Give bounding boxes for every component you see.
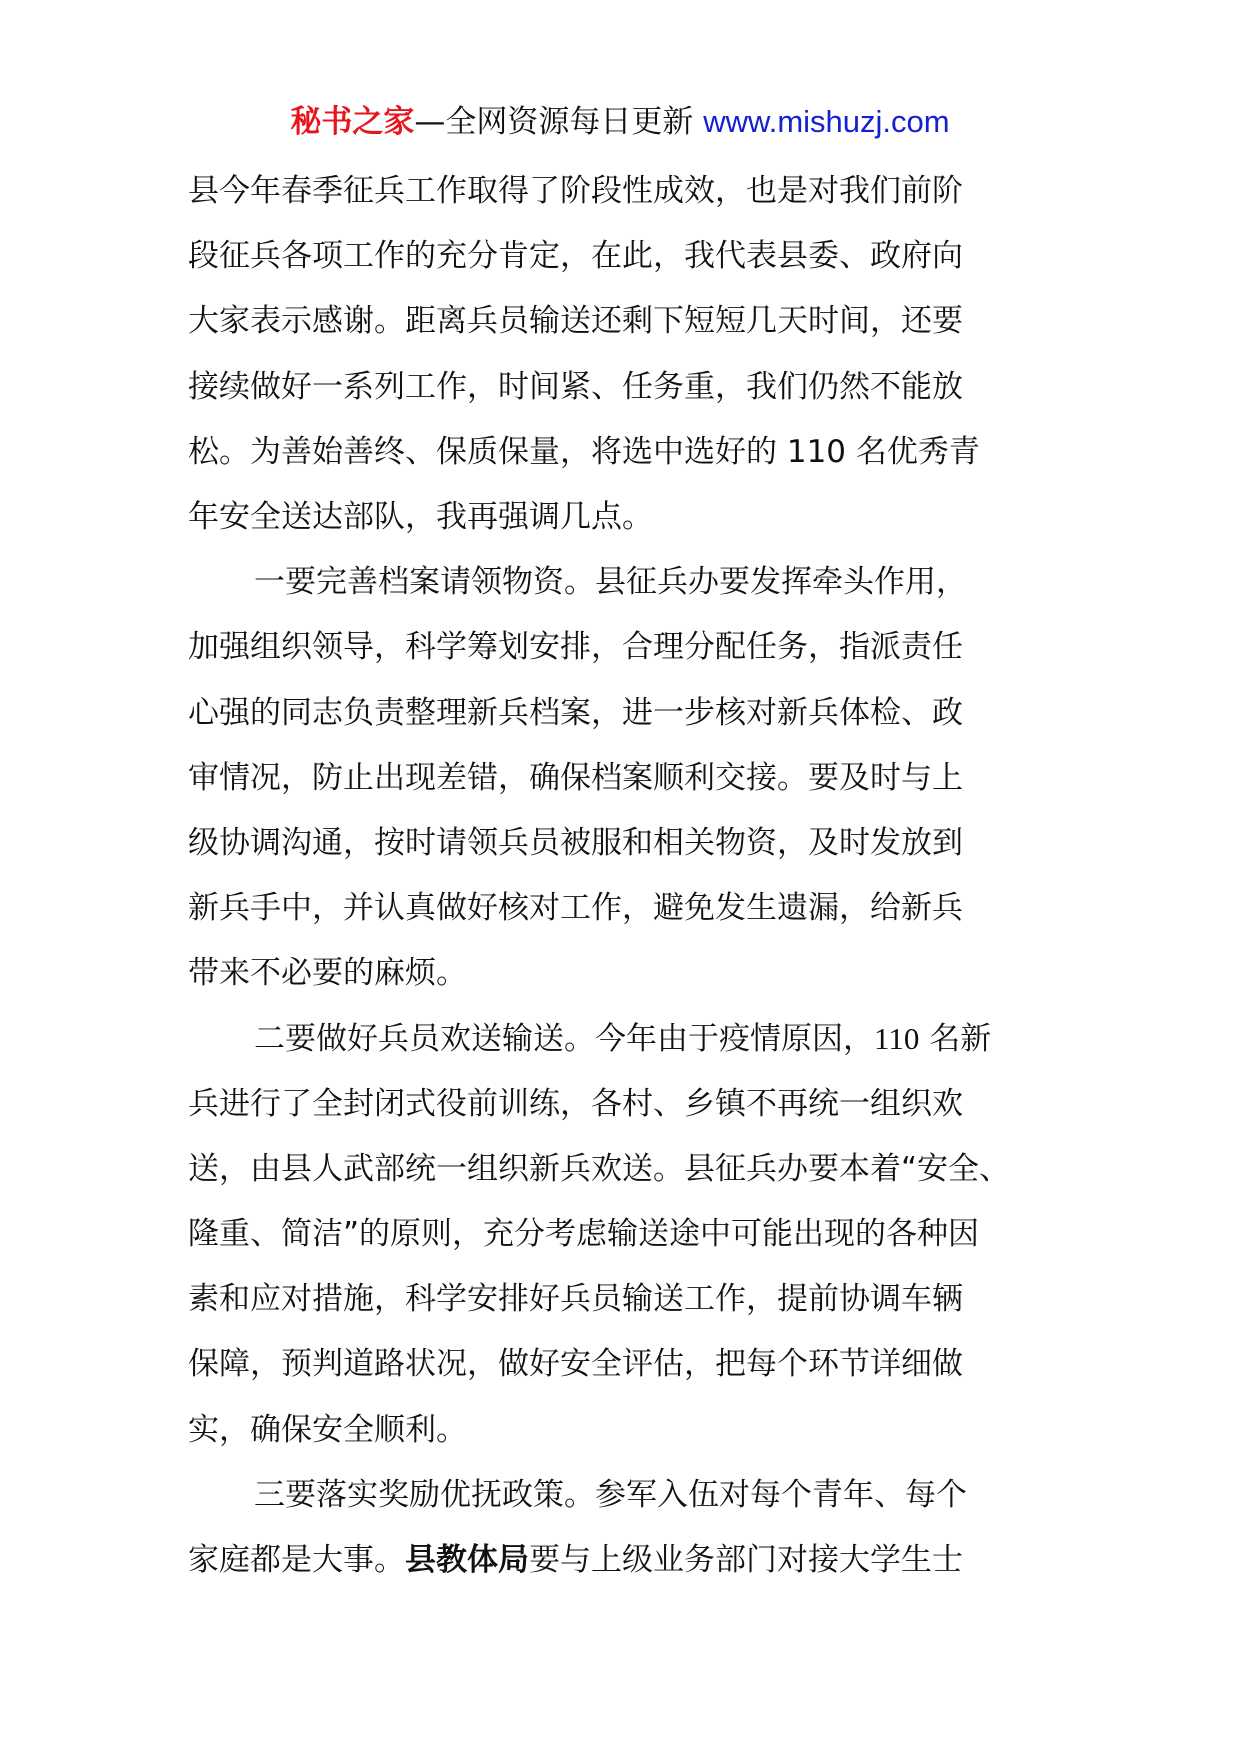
text-segment: 名新 xyxy=(919,1021,992,1058)
recruit-count: 110 xyxy=(874,1021,920,1057)
header-tagline: —全网资源每日更新 xyxy=(414,104,694,140)
text-line xyxy=(188,1528,1068,1593)
text-line: 送，由县人武部统一组织新兵欢送。县征兵办要本着“安全、 xyxy=(188,1150,1011,1187)
text-line: 一要完善档案请领物资。县征兵办要发挥牵头作用， xyxy=(254,564,967,601)
text-line: 兵进行了全封闭式役前训练，各村、乡镇不再统一组织欢 xyxy=(188,1085,963,1122)
text-line: 年安全送达部队，我再强调几点。 xyxy=(188,498,653,535)
text-line: 实，确保安全顺利。 xyxy=(188,1411,467,1448)
site-url-link[interactable]: www.mishuzj.com xyxy=(703,104,950,139)
text-line: 大家表示感谢。距离兵员输送还剩下短短几天时间，还要 xyxy=(188,303,963,340)
text-line: 审情况，防止出现差错，确保档案顺利交接。要及时与上 xyxy=(188,759,963,796)
text-segment: 二要做好兵员欢送输送。今年由于疫情原因， xyxy=(254,1021,874,1058)
text-line: 隆重、简洁”的原则，充分考虑输送途中可能出现的各种因 xyxy=(188,1216,980,1252)
text-line: 三要落实奖励优抚政策。参军入伍对每个青年、每个 xyxy=(254,1476,967,1513)
text-line: 接续做好一系列工作，时间紧、任务重，我们仍然不能放 xyxy=(188,368,963,405)
text-line: 保障，预判道路状况，做好安全评估，把每个环节详细做 xyxy=(188,1346,963,1383)
text-line: 松。为善始善终、保质保量，将选中选好的 110 名优秀青 xyxy=(188,433,980,470)
text-line: 心强的同志负责整理新兵档案，进一步核对新兵体检、政 xyxy=(188,694,963,731)
text-line: 加强组织领导，科学筹划安排，合理分配任务，指派责任 xyxy=(188,629,963,666)
document-body xyxy=(188,159,1068,1593)
paragraph-incentives xyxy=(188,1463,1068,1593)
paragraph-archives xyxy=(188,550,1068,1006)
text-line: 新兵手中，并认真做好核对工作，避免发生遗漏，给新兵 xyxy=(188,890,963,927)
paragraph-intro xyxy=(188,159,1068,550)
bold-department: 县教体局 xyxy=(405,1541,529,1578)
text-line: 县今年春季征兵工作取得了阶段性成效，也是对我们前阶 xyxy=(188,173,963,209)
text-segment: 要与上级业务部门对接大学生士 xyxy=(529,1541,963,1578)
paragraph-sendoff xyxy=(188,1006,1068,1462)
text-line: 素和应对措施，科学安排好兵员输送工作，提前协调车辆 xyxy=(188,1281,963,1318)
brand-name: 秘书之家 xyxy=(290,104,415,140)
text-line xyxy=(188,1006,1068,1071)
text-segment: 家庭都是大事。 xyxy=(188,1541,405,1578)
site-header xyxy=(0,100,1240,144)
text-line: 带来不必要的麻烦。 xyxy=(188,955,467,992)
text-line: 段征兵各项工作的充分肯定，在此，我代表县委、政府向 xyxy=(188,238,963,275)
text-line: 级协调沟通，按时请领兵员被服和相关物资，及时发放到 xyxy=(188,824,963,861)
